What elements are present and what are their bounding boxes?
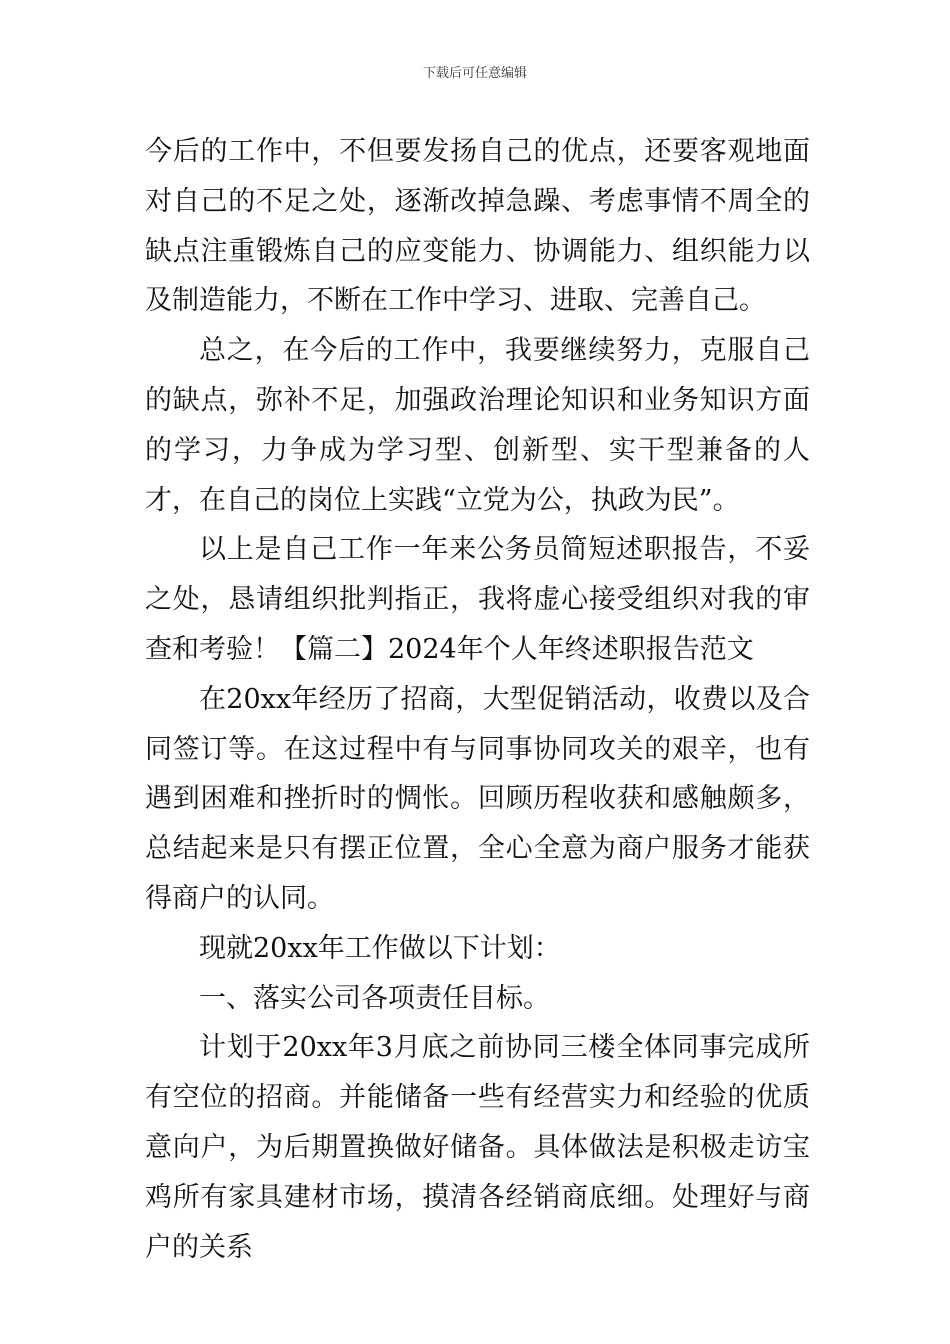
paragraph-7: 计划于20xx年3月底之前协同三楼全体同事完成所有空位的招商。并能储备一些有经营实力和经验的优质意向户，为后期置换做好储备。具体做法是积极走访宝鸡所有家具建材市场，摸清各经销商底细。处理好与商户的关系 [145,1032,810,1263]
page-header: 下载后可任意编辑 [422,66,527,81]
paragraph-6: 一、落实公司各项责任目标。 [199,982,550,1014]
document-body [145,127,810,1272]
paragraph-2: 总之，在今后的工作中，我要继续努力，克服自己的缺点，弥补不足，加强政治理论知识和业务知识方面的学习，力争成为学习型、创新型、实干型兼备的人才，在自己的岗位上实践“立党为公，执政为民”。 [145,335,810,516]
paragraph-5: 现就20xx年工作做以下计划： [199,932,561,964]
paragraph-1: 今后的工作中，不但要发扬自己的优点，还要客观地面对自己的不足之处，逐渐改掉急躁、考虑事情不周全的缺点注重锻炼自己的应变能力、协调能力、组织能力以及制造能力，不断在工作中学习、进取、完善自己。 [145,136,810,317]
paragraph-4: 在20xx年经历了招商，大型促销活动，收费以及合同签订等。在这过程中有与同事协同攻关的艰辛，也有遇到困难和挫折时的惆怅。回顾历程收获和感触颇多，总结起来是只有摆正位置，全心全意为商户服务才能获得商户的认同。 [145,683,810,914]
paragraph-3: 以上是自己工作一年来公务员简短述职报告，不妥之处，恳请组织批判指正，我将虚心接受组织对我的审查和考验！【篇二】2024年个人年终述职报告范文 [145,534,810,665]
